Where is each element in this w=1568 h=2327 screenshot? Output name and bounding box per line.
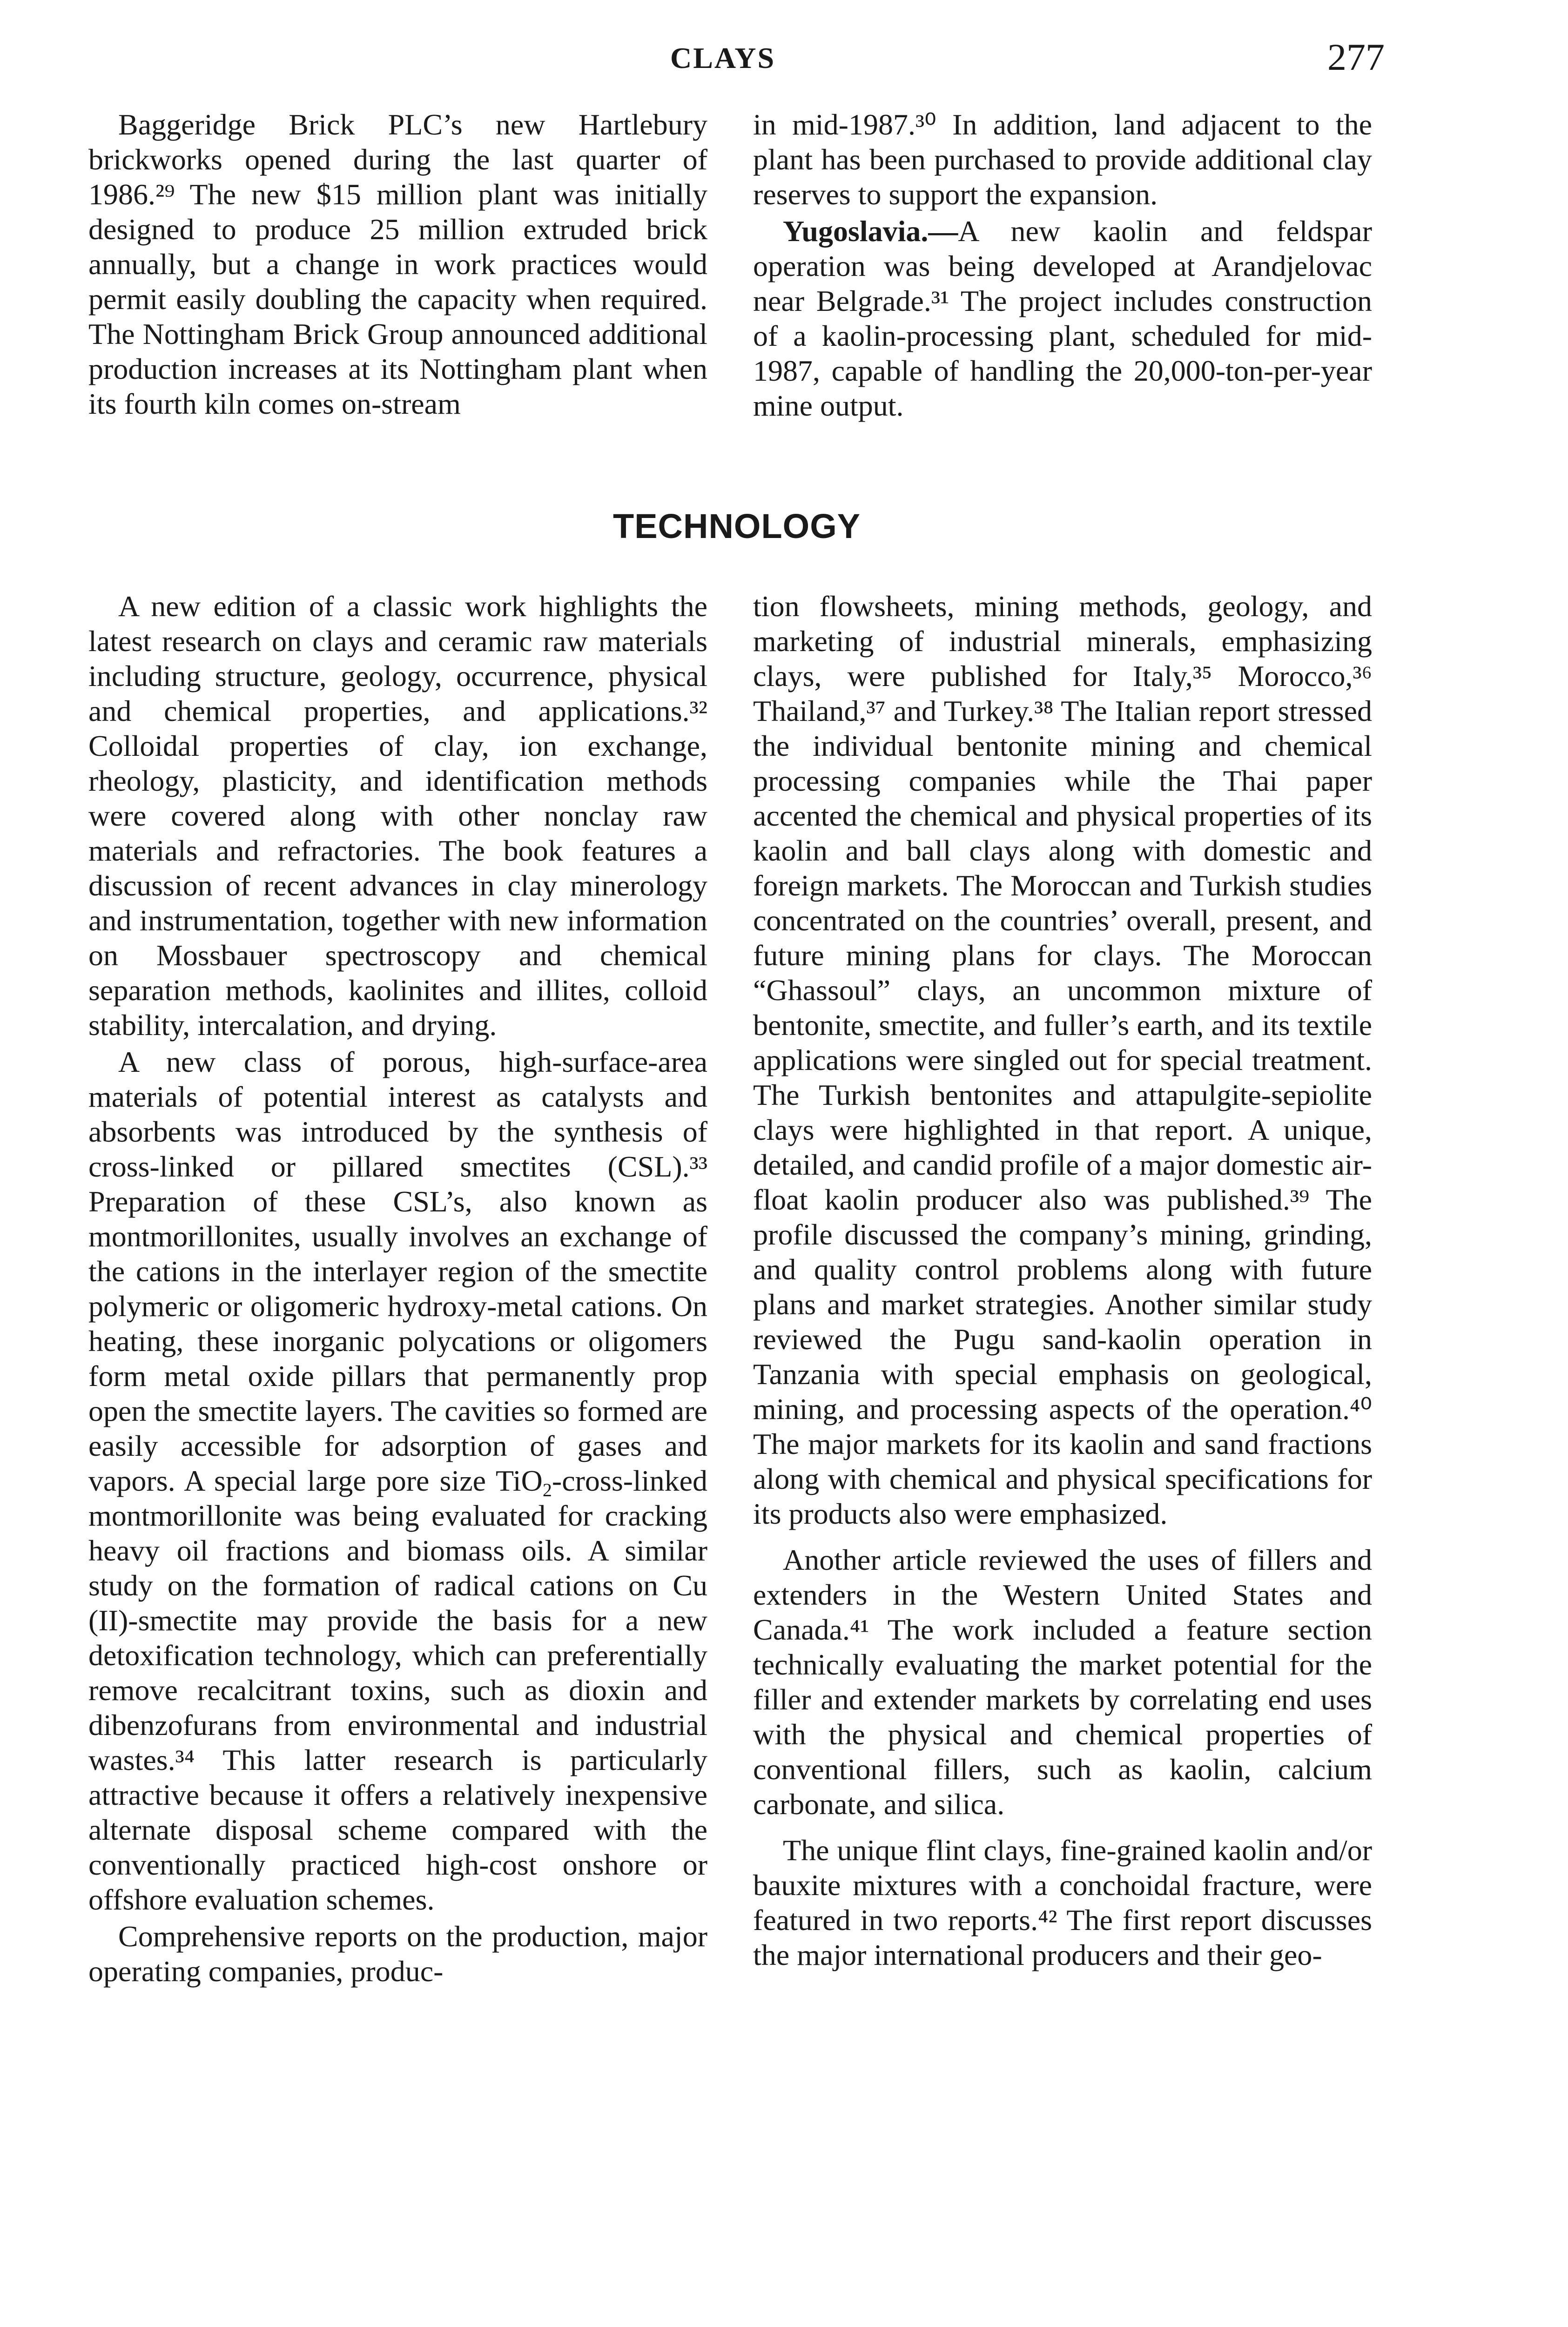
yugoslavia-run-in-heading: Yugoslavia.— [783, 215, 958, 248]
brickworks-paragraph: Baggeridge Brick PLC’s new Hartlebury brickworks opened during the last quarter of 1986.²⁹ The new $15 million plant was initially designed to produce 25 million extruded brick annually, but a change in work practices would permit easily doubling the capacity when required. The Nottingham Brick Group announced additional production increases at its Nottingham plant when its fourth kiln comes on-stream [88, 108, 707, 420]
top-right-column [753, 107, 1372, 423]
page-number: 277 [1327, 36, 1385, 78]
tio2-subscript: 2 [542, 1480, 552, 1500]
technology-heading: TECHNOLOGY [613, 507, 861, 545]
classic-work-paragraph: A new edition of a classic work highlights the latest research on clays and ceramic raw materials including structure, geology, occurrence, physical and chemical properties, and applications.³² Colloidal properties of clay, ion exchange, rheology, plasticity, and identification methods were covered along with other nonclay raw materials and refractories. The book features a discussion of recent advances in clay minerology and instrumentation, together with new information on Mossbauer spectroscopy and chemical separation methods, kaolinites and illites, colloid stability, intercalation, and drying. [88, 590, 707, 1042]
porous-materials-text-b: -cross-linked montmorillonite was being evaluated for cracking heavy oil fractions and biomass oils. A similar study on the formation of radical cations on Cu (II)-smectite may provide the basis for a new detoxification technology, which can preferentially remove recalcitrant toxins, such as dioxin and dibenzofurans from environmental and industrial wastes.³⁴ This latter research is particularly attractive because it offers a relatively inexpensive alternate disposal scheme compared with the conventionally practiced high-cost onshore or offshore evaluation schemes. [88, 1464, 707, 1916]
comprehensive-reports-paragraph: Comprehensive reports on the production, major operating companies, produc- [88, 1920, 707, 1988]
section-title: CLAYS [670, 41, 776, 74]
continuation-paragraph: in mid-1987.³⁰ In addition, land adjacent to the plant has been purchased to provide additional clay reserves to support the expansion. [753, 108, 1372, 211]
fillers-paragraph: Another article reviewed the uses of fillers and extenders in the Western United States and Canada.⁴¹ The work included a feature section technically evaluating the market potential for the filler and extender markets by correlating end uses with the physical and chemical properties of conventional fillers, such as kaolin, calcium carbonate, and silica. [753, 1543, 1372, 1821]
flowsheets-paragraph: tion flowsheets, mining methods, geology, and marketing of industrial minerals, emphasizing clays, were published for Italy,³⁵ Morocco,³⁶ Thailand,³⁷ and Turkey.³⁸ The Italian report stressed the individual bentonite mining and chemical processing companies while the Thai paper accented the chemical and physical properties of its kaolin and ball clays along with domestic and foreign markets. The Moroccan and Turkish studies concentrated on the countries’ overall, present, and future mining plans for clays. The Moroccan “Ghassoul” clays, an uncommon mixture of bentonite, smectite, and fuller’s earth, and its textile applications were singled out for special treatment. The Turkish bentonites and attapulgite-sepiolite clays were highlighted in that report. A unique, detailed, and candid profile of a major domestic air-float kaolin producer also was published.³⁹ The profile discussed the company’s mining, grinding, and quality control problems along with future plans and market strategies. Another similar study reviewed the Pugu sand-kaolin operation in Tanzania with special emphasis on geological, mining, and processing aspects of the operation.⁴⁰ The major markets for its kaolin and sand fractions along with chemical and physical specifications for its products also were emphasized. [753, 590, 1372, 1530]
top-left-column [88, 107, 707, 421]
technology-left-column [88, 589, 707, 1989]
porous-materials-text-a: A new class of porous, high-surface-area materials of potential interest as catalysts and absorbents was introduced by the synthesis of cross-linked or pillared smectites (CSL).³³ Preparation of these CSL’s, also known as montmorillonites, usually involves an exchange of the cations in the interlayer region of the smectite polymeric or oligomeric hydroxy-metal cations. On heating, these inorganic polycations or oligomers form metal oxide pillars that permanently prop open the smectite layers. The cavities so formed are easily accessible for adsorption of gases and vapors. A special large pore size TiO [88, 1045, 707, 1497]
running-header [0, 19, 1568, 78]
yugoslavia-paragraph [753, 214, 1372, 423]
porous-materials-paragraph [88, 1044, 707, 1917]
technology-right-column [753, 589, 1372, 1972]
yugoslavia-text: A new kaolin and feldspar operation was being developed at Arandjelovac near Belgrade.³¹ The project includes construction of a kaolin-processing plant, scheduled for mid-1987, capable of handling the 20,000-ton-per-year mine output. [753, 215, 1372, 422]
flint-clays-paragraph: The unique flint clays, fine-grained kaolin and/or bauxite mixtures with a conchoidal fracture, were featured in two reports.⁴² The first report discusses the major international producers and their geo- [753, 1834, 1372, 1971]
